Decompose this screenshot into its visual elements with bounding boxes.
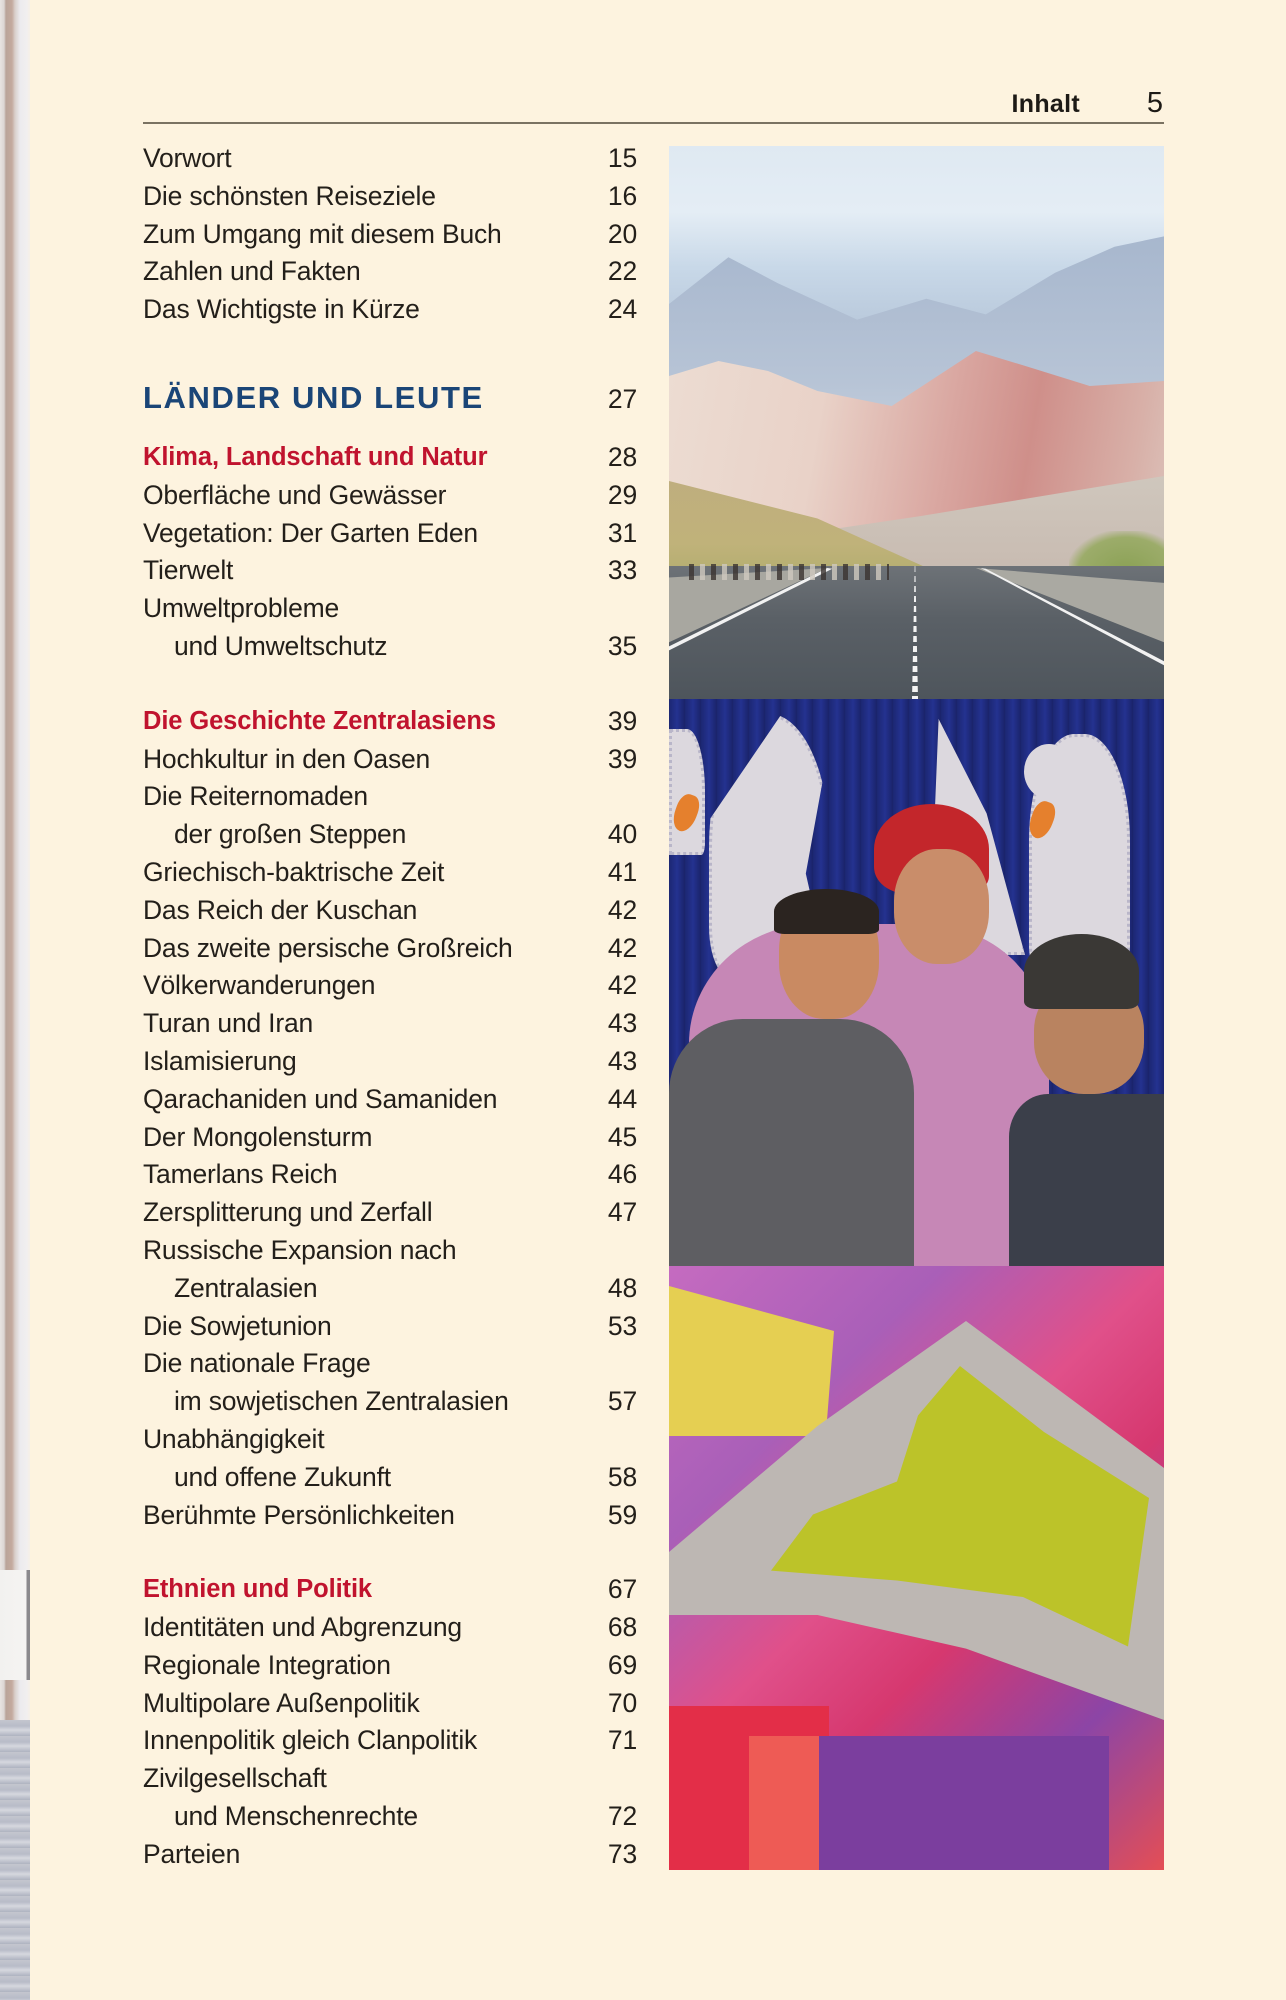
toc-entry-continuation[interactable]: [143, 1270, 637, 1308]
toc-entry[interactable]: [143, 178, 637, 216]
toc-entry-page: 40: [607, 819, 637, 850]
toc-entry-label: Zivilgesellschaft: [143, 1763, 327, 1794]
section-heading-label: Klima, Landschaft und Natur: [143, 442, 488, 471]
toc-entry-label: Die Sowjetunion: [143, 1310, 332, 1341]
toc-entry[interactable]: [143, 1836, 637, 1874]
toc-entry[interactable]: [143, 1043, 637, 1081]
toc-entry-label: Tierwelt: [143, 555, 234, 586]
adjacent-page-photo-detail: [0, 1720, 30, 2000]
toc-entry[interactable]: [143, 253, 637, 291]
toc-entry[interactable]: [143, 854, 637, 892]
toc-entry-label: Oberfläche und Gewässer: [143, 479, 447, 510]
toc-part-heading[interactable]: [143, 373, 637, 423]
toc-entry[interactable]: [143, 1194, 637, 1232]
toc-entry-label: Die schönsten Reiseziele: [143, 180, 436, 211]
toc-entry[interactable]: [143, 1497, 637, 1535]
toc-entry-page: 42: [607, 894, 637, 925]
mountain-road-photo: [669, 146, 1164, 699]
photo-detail: [1009, 1094, 1164, 1266]
toc-entry-label: Hochkultur in den Oasen: [143, 743, 431, 774]
adjacent-page-photo-detail: [0, 1570, 30, 1680]
toc-entry-page: 57: [607, 1386, 637, 1417]
toc-entry-label: im sowjetischen Zentralasien: [174, 1386, 509, 1417]
photo-detail: [819, 1736, 1109, 1870]
toc-entry-continuation[interactable]: [143, 628, 637, 666]
toc-entry-label: Parteien: [143, 1838, 241, 1869]
toc-entry-label: Berühmte Persönlichkeiten: [143, 1499, 455, 1530]
toc-entry[interactable]: [143, 1647, 637, 1685]
toc-section-heading[interactable]: [143, 703, 637, 741]
toc-entry-label: Das Reich der Kuschan: [143, 894, 418, 925]
running-header: [143, 88, 1164, 124]
toc-entry[interactable]: [143, 140, 637, 178]
toc-entry-label: Das Wichtigste in Kürze: [143, 294, 420, 325]
section-heading-page: 39: [607, 705, 637, 736]
toc-entry-page: 44: [607, 1083, 637, 1114]
photo-detail: [669, 729, 705, 855]
toc-entry-label: und offene Zukunft: [174, 1461, 391, 1492]
felt-carpets-photo: [669, 1266, 1164, 1870]
toc-entry[interactable]: [143, 590, 637, 628]
toc-entry[interactable]: [143, 1345, 637, 1383]
photo-detail: [1024, 744, 1074, 799]
toc-entry[interactable]: [143, 515, 637, 553]
toc-entry[interactable]: [143, 1685, 637, 1723]
toc-entry[interactable]: [143, 1421, 637, 1459]
toc-entry-continuation[interactable]: [143, 1383, 637, 1421]
toc-entry-page: 59: [607, 1499, 637, 1530]
section-heading-page: 28: [607, 441, 637, 472]
toc-entry[interactable]: [143, 1232, 637, 1270]
toc-entry-label: Vorwort: [143, 143, 232, 173]
toc-entry[interactable]: [143, 967, 637, 1005]
toc-entry-label: Griechisch-baktrische Zeit: [143, 856, 445, 887]
toc-entry-page: 47: [607, 1197, 637, 1228]
toc-entry[interactable]: [143, 1308, 637, 1346]
toc-entry-label: Zentralasien: [174, 1272, 318, 1303]
toc-entry-page: 69: [607, 1649, 637, 1680]
toc-entry-label: Innenpolitik gleich Clanpolitik: [143, 1725, 478, 1756]
toc-entry[interactable]: [143, 1760, 637, 1798]
toc-entry[interactable]: [143, 552, 637, 590]
toc-entry-page: 22: [607, 256, 637, 287]
toc-entry[interactable]: [143, 216, 637, 254]
toc-entry-page: 70: [607, 1687, 637, 1718]
toc-entry-page: 41: [607, 856, 637, 887]
toc-entry-page: 24: [607, 294, 637, 325]
toc-entry-label: Russische Expansion nach: [143, 1234, 457, 1265]
photo-detail: [689, 564, 889, 580]
toc-entry[interactable]: [143, 930, 637, 968]
toc-entry-label: Islamisierung: [143, 1045, 297, 1076]
toc-entry[interactable]: [143, 892, 637, 930]
toc-section-heading[interactable]: [143, 1571, 637, 1609]
toc-entry-page: 16: [607, 180, 637, 211]
toc-entry-label: Völkerwanderungen: [143, 970, 376, 1001]
toc-entry-label: und Umweltschutz: [174, 630, 388, 661]
toc-entry[interactable]: [143, 1005, 637, 1043]
toc-entry-page: 43: [607, 1008, 637, 1039]
toc-entry-page: 42: [607, 932, 637, 963]
photo-detail: [774, 889, 879, 934]
page-number: 5: [1146, 87, 1163, 119]
toc-entry-page: 42: [607, 970, 637, 1001]
toc-entry-label: Vegetation: Der Garten Eden: [143, 517, 478, 548]
toc-entry[interactable]: [143, 741, 637, 779]
toc-entry-page: 35: [607, 630, 637, 661]
section-heading-label: Die Geschichte Zentralasiens: [143, 706, 496, 735]
toc-entry-page: 46: [607, 1159, 637, 1190]
toc-entry[interactable]: [143, 291, 637, 329]
toc-entry-label: Die Reiternomaden: [143, 781, 368, 812]
toc-entry-continuation[interactable]: [143, 1459, 637, 1497]
toc-entry-page: 31: [607, 517, 637, 548]
toc-entry[interactable]: [143, 778, 637, 816]
toc-entry-label: Zahlen und Fakten: [143, 256, 361, 287]
toc-entry-label: Das zweite persische Großreich: [143, 932, 513, 963]
toc-entry-page: 53: [607, 1310, 637, 1341]
toc-entry-page: 68: [607, 1612, 637, 1643]
toc-entry-page: 39: [607, 743, 637, 774]
toc-entry-label: Turan und Iran: [143, 1008, 314, 1039]
toc-entry-page: 58: [607, 1461, 637, 1492]
toc-entry[interactable]: [143, 1119, 637, 1157]
running-header-title: Inhalt: [1011, 90, 1080, 118]
toc-entry-label: Umweltprobleme: [143, 593, 340, 624]
toc-entry-label: Zum Umgang mit diesem Buch: [143, 218, 502, 249]
toc-entry-page: 73: [607, 1838, 637, 1869]
toc-entry-page: 20: [607, 218, 637, 249]
toc-entry-page: 43: [607, 1045, 637, 1076]
toc-entry[interactable]: [143, 1609, 637, 1647]
family-portrait-photo: [669, 699, 1164, 1266]
toc-entry-label: Tamerlans Reich: [143, 1159, 338, 1190]
toc-entry-page: 48: [607, 1272, 637, 1303]
toc-entry-label: Qarachaniden und Samaniden: [143, 1083, 498, 1114]
part-heading-page: 27: [607, 383, 637, 414]
toc-entry-label: Zersplitterung und Zerfall: [143, 1197, 433, 1228]
toc-entry-label: Der Mongolensturm: [143, 1121, 373, 1152]
toc-entry-page: 33: [607, 555, 637, 586]
toc-entry-label: der großen Steppen: [174, 819, 407, 850]
photo-detail: [1024, 934, 1139, 1009]
part-heading-label: LÄNDER UND LEUTE: [143, 379, 484, 415]
toc-entry-label: Die nationale Frage: [143, 1348, 371, 1379]
toc-entry-page: 15: [607, 143, 637, 173]
photo-detail: [894, 849, 989, 964]
section-heading-page: 67: [607, 1574, 637, 1605]
photo-detail: [669, 1019, 914, 1266]
toc-entry-label: Multipolare Außenpolitik: [143, 1687, 420, 1718]
table-of-contents: [143, 140, 637, 1874]
toc-entry-label: und Menschenrechte: [174, 1801, 418, 1832]
photo-column: [669, 146, 1164, 1870]
adjacent-page-edge-photo: [0, 0, 30, 2000]
toc-entry-label: Identitäten und Abgrenzung: [143, 1612, 462, 1643]
toc-entry-page: 71: [607, 1725, 637, 1756]
toc-entry-page: 72: [607, 1801, 637, 1832]
toc-entry-label: Regionale Integration: [143, 1649, 391, 1680]
section-heading-label: Ethnien und Politik: [143, 1575, 373, 1604]
toc-entry[interactable]: [143, 1722, 637, 1760]
toc-entry-page: 29: [607, 479, 637, 510]
toc-entry-continuation[interactable]: [143, 816, 637, 854]
toc-entry-label: Unabhängigkeit: [143, 1423, 325, 1454]
toc-entry-continuation[interactable]: [143, 1798, 637, 1836]
toc-entry[interactable]: [143, 1081, 637, 1119]
toc-section-heading[interactable]: [143, 439, 637, 477]
toc-entry[interactable]: [143, 1156, 637, 1194]
toc-entry-page: 45: [607, 1121, 637, 1152]
toc-entry[interactable]: [143, 477, 637, 515]
